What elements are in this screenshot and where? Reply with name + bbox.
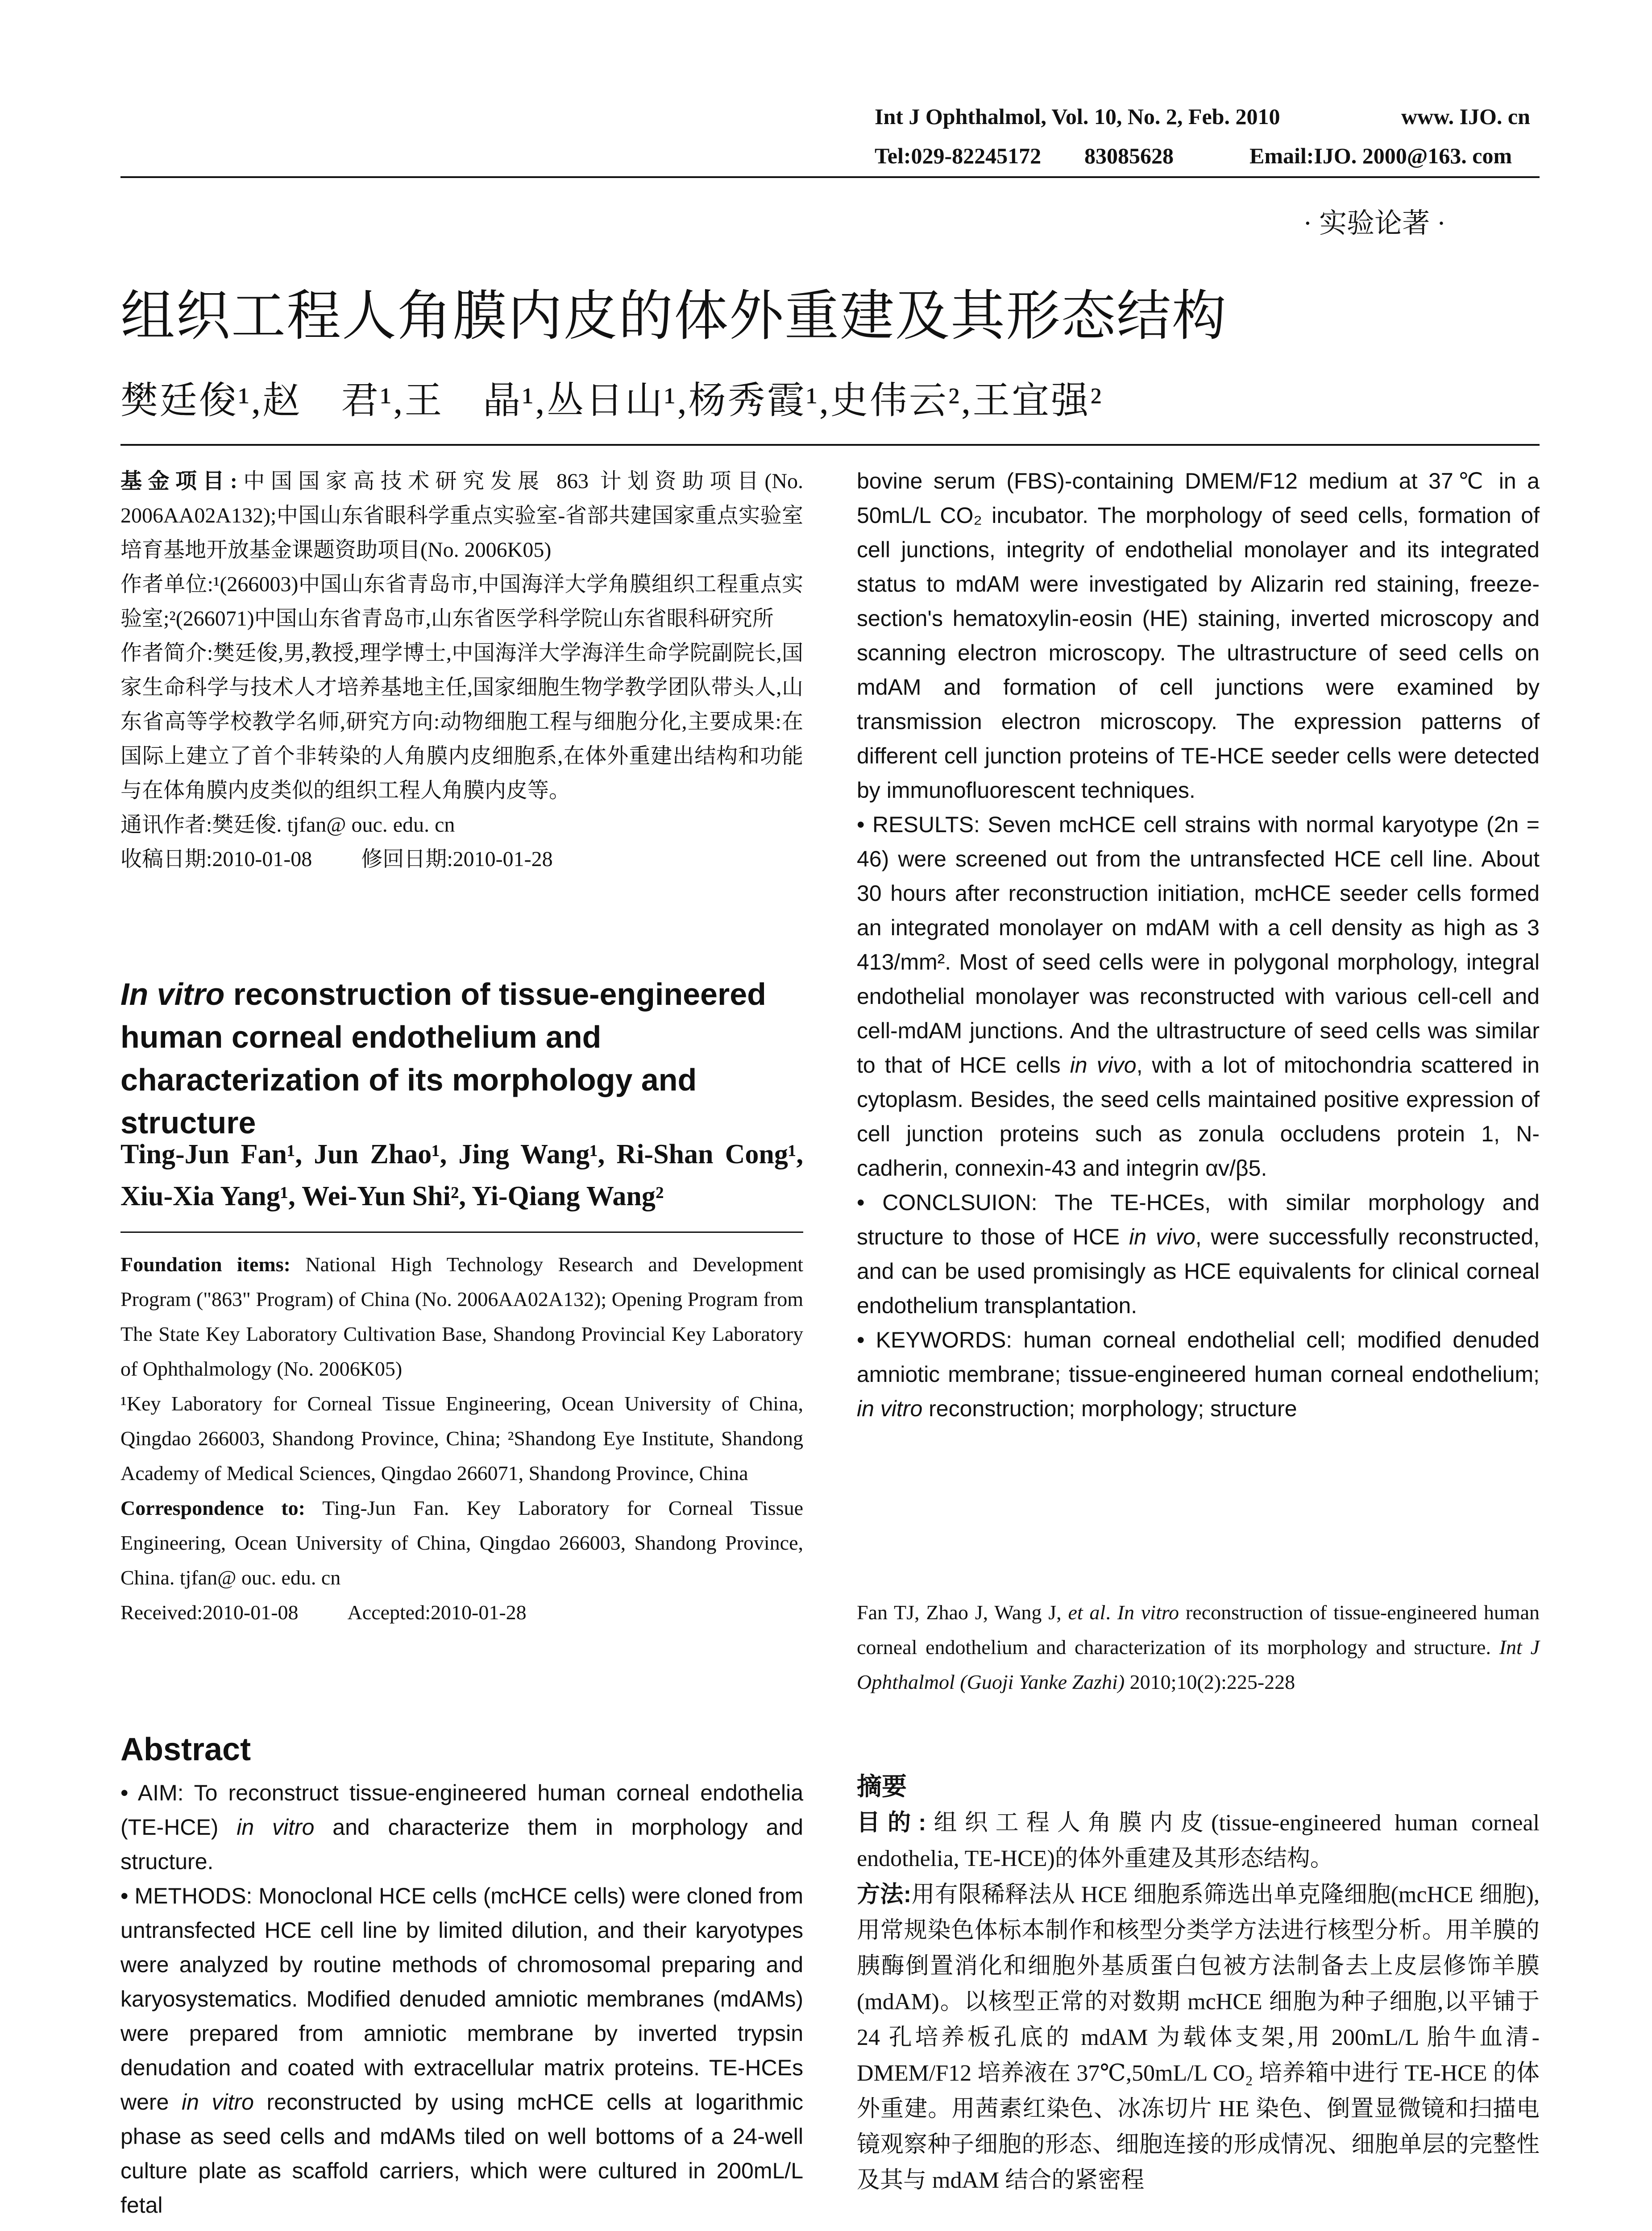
citation-etal: et al	[1068, 1601, 1106, 1624]
methods-label: • METHODS:	[120, 1883, 253, 1908]
zh-methods-label: 方法:	[857, 1882, 912, 1908]
journal-email: Email:IJO. 2000@163. com	[1249, 143, 1512, 168]
zh-abstract-aim	[857, 1805, 1540, 1877]
fund-text: 中国国家高技术研究发展 863 计划资助项目(No. 2006AA02A132);中国山东省眼科学重点实验室-省部共建国家重点实验室培育基地开放基金课题资助项目(No. 2006K05)	[120, 469, 803, 562]
title-english	[120, 973, 803, 1144]
dates-zh	[120, 842, 803, 876]
bio-text: 樊廷俊,男,教授,理学博士,中国海洋大学海洋生命学院副院长,国家生命科学与技术人才培养基地主任,国家细胞生物学教学团队带头人,山东省高等学校教学名师,研究方向:动物细胞工程与细胞分化,主要成果:在国际上建立了首个非转染的人角膜内皮细胞系,在体外重建出结构和功能与在体角膜内皮类似的组织工程人角膜内皮等。	[120, 641, 803, 802]
unit-text: ¹(266003)中国山东省青岛市,中国海洋大学角膜组织工程重点实验室;²(266071)中国山东省青岛市,山东省医学科学院山东省眼科研究所	[120, 572, 803, 630]
journal-website: www. IJO. cn	[1401, 104, 1530, 129]
title-en-italic: In vitro	[120, 977, 225, 1012]
article-info-chinese	[120, 464, 803, 876]
header-rule	[120, 176, 1540, 178]
title-en-text: reconstruction of tissue-engineered human corneal endothelium and characterization of its morphology and structure	[120, 977, 766, 1140]
methods-text-2: reconstructed by using mcHCE cells at logarithmic phase as seed cells and mdAMs tiled on well bottoms of a 24-well culture plate as scaffold carriers, which were cultured in 200mL/L fetal	[120, 2090, 804, 2218]
title-chinese: 组织工程人角膜内皮的体外重建及其形态结构	[120, 286, 1227, 346]
aim-label: • AIM:	[120, 1780, 184, 1805]
abstract-aim	[120, 1776, 803, 1879]
correspondence-paragraph	[120, 1491, 803, 1595]
chinese-abstract-heading: 摘要	[857, 1772, 907, 1800]
citation-volume: 2010;10(2):225-228	[1125, 1671, 1295, 1693]
article-info-english	[120, 1247, 803, 1630]
results-label: • RESULTS:	[857, 812, 980, 837]
foundation-text: National High Technology Research and Development Program ("863" Program) of China (No. 2006AA02A132); Opening Program from The State Key Laboratory Cultivation Base, Shandong Provincial Key Laboratory of Ophthalmology (No. 2006K05)	[120, 1253, 803, 1380]
aim-text-2: and characterize them in morphology and structure.	[120, 1815, 803, 1874]
foundation-label: Foundation items:	[120, 1253, 291, 1276]
zh-abstract-methods	[857, 1877, 1540, 2198]
abstract-keywords	[857, 1323, 1540, 1426]
keywords-italic: in vitro	[857, 1396, 923, 1421]
chinese-abstract	[857, 1805, 1540, 2198]
authors-rule	[120, 444, 1540, 446]
results-italic: in vivo	[1070, 1053, 1137, 1078]
keywords-text-1: human corneal endothelial cell; modified denuded amniotic membrane; tissue-engineered human corneal endothelium;	[857, 1327, 1540, 1387]
foundation-paragraph	[120, 1247, 803, 1386]
journal-tel: Tel:029-82245172	[875, 143, 1042, 168]
corresponding-author-zh: 通讯作者:樊廷俊. tjfan@ ouc. edu. cn	[120, 813, 455, 837]
correspondence-label: Correspondence to:	[120, 1497, 305, 1519]
abstract-heading: Abstract	[120, 1732, 251, 1767]
authors-chinese: 樊廷俊¹,赵 君¹,王 晶¹,丛日山¹,杨秀霞¹,史伟云²,王宜强²	[120, 380, 1104, 422]
conclusion-label: • CONCLSUION:	[857, 1190, 1038, 1215]
methods-text-1: Monoclonal HCE cells (mcHCE cells) were cloned from untransfected HCE cell line by limited dilution, and their karyotypes were analyzed by routine methods of chromosomal preparing and karyosystematics. Modified denuded amniotic membranes (mdAMs) were prepared from amniotic membrane by inverted trypsin denudation and coated with extracellular matrix proteins. TE-HCEs were	[120, 1883, 803, 2115]
unit-label: 作者单位:	[120, 572, 213, 596]
abstract-methods	[120, 1879, 803, 2223]
fund-paragraph	[120, 464, 803, 567]
zh-methods-text: 用有限稀释法从 HCE 细胞系筛选出单克隆细胞(mcHCE 细胞),用常规染色体标本制作和核型分类学方法进行核型分析。用羊膜的胰酶倒置消化和细胞外基质蛋白包被方法制备去上皮层修饰羊膜(mdAM)。以核型正常的对数期 mcHCE 细胞为种子细胞,以平铺于 24 孔培养板孔底的 mdAM 为载体支架,用 200mL/L 胎牛血清-DMEM/F12 培养液在 37℃,50mL/L CO₂ 培养箱中进行 TE-HCE 的体外重建。用茜素红染色、冰冻切片 HE 染色、倒置显微镜和扫描电镜观察种子细胞的形态、细胞连接的形成情况、细胞单层的完整性及其与 mdAM 结合的紧密程	[857, 1882, 1540, 2193]
unit-paragraph	[120, 567, 803, 636]
aim-text-1: To reconstruct tissue-engineered human corneal endothelia (TE-HCE)	[120, 1780, 804, 1840]
bio-paragraph	[120, 636, 803, 808]
section-label: · 实验论著 ·	[1303, 208, 1446, 239]
citation-title: reconstruction of tissue-engineered human corneal endothelium and characterization of its morphology and structure.	[857, 1601, 1540, 1659]
conclusion-italic: in vivo	[1129, 1224, 1195, 1249]
accepted-date-en: Accepted:2010-01-28	[347, 1601, 527, 1624]
received-date-zh: 收稿日期:2010-01-08	[120, 847, 312, 871]
english-info-rule	[120, 1232, 803, 1233]
fund-label: 基金项目:	[120, 469, 237, 493]
citation-block	[857, 1595, 1540, 1700]
results-text-1: Seven mcHCE cell strains with normal karyotype (2n = 46) were screened out from the untransfected HCE cell line. About 30 hours after reconstruction initiation, mcHCE seeder cells formed an integrated monolayer on mdAM with a cell density as high as 3 413/mm². Most of seed cells were in polygonal morphology, integral endothelial monolayer was reconstructed with various cell-cell and cell-mdAM junctions. And the ultrastructure of seed cells was similar to that of HCE cells	[857, 812, 1540, 1078]
correspondence-text: Ting-Jun Fan. Key Laboratory for Corneal Tissue Engineering, Ocean University of China, Qingdao 266003, Shandong Province, China. tjfan@ ouc. edu. cn	[120, 1497, 803, 1589]
dates-en	[120, 1595, 803, 1630]
journal-citation-line: Int J Ophthalmol, Vol. 10, No. 2, Feb. 2010	[875, 104, 1280, 129]
abstract-left-column	[120, 1776, 803, 2223]
abstract-results	[857, 808, 1540, 1186]
bio-label: 作者简介:	[120, 641, 213, 665]
methods-italic: in vitro	[181, 2090, 254, 2115]
authors-english: Ting-Jun Fan¹, Jun Zhao¹, Jing Wang¹, Ri-Shan Cong¹, Xiu-Xia Yang¹, Wei-Yun Shi², Yi-Qiang Wang²	[120, 1139, 803, 1211]
abstract-right-column	[857, 464, 1540, 1426]
keywords-text-2: reconstruction; morphology; structure	[922, 1396, 1297, 1421]
conclusion-text-1: The TE-HCEs, with similar morphology and structure to those of HCE	[857, 1190, 1540, 1249]
zh-aim-text: 组织工程人角膜内皮(tissue-engineered human corneal endothelia, TE-HCE)的体外重建及其形态结构。	[857, 1810, 1540, 1871]
citation-sep: .	[1105, 1601, 1117, 1624]
received-date-en: Received:2010-01-08	[120, 1601, 299, 1624]
citation-authors: Fan TJ, Zhao J, Wang J,	[857, 1601, 1068, 1624]
zh-aim-label: 目的:	[857, 1810, 926, 1836]
revised-date-zh: 修回日期:2010-01-28	[361, 847, 553, 871]
keywords-label: • KEYWORDS:	[857, 1327, 1013, 1352]
abstract-conclusion	[857, 1186, 1540, 1323]
abstract-methods-cont: bovine serum (FBS)-containing DMEM/F12 medium at 37℃ in a 50mL/L CO₂ incubator. The morphology of seed cells, formation of cell junctions, integrity of endothelial monolayer and its integrated status to mdAM were investigated by Alizarin red staining, freeze-section's hematoxylin-eosin (HE) staining, inverted microscopy and scanning electron microscopy. The ultrastructure of seed cells on mdAM and formation of cell junctions were examined by transmission electron microscopy. The expression patterns of different cell junction proteins of TE-HCE seeder cells were detected by immunofluorescent techniques.	[857, 469, 1540, 803]
citation-italic: In vitro	[1117, 1601, 1179, 1624]
results-text-2: , with a lot of mitochondria scattered in cytoplasm. Besides, the seed cells maintained positive expression of cell junction proteins such as zonula occludens protein 1, N-cadherin, connexin-43 and integrin αv/β5.	[857, 1053, 1540, 1181]
aim-italic: in vitro	[237, 1815, 315, 1840]
citation-journal: Int J Ophthalmol (Guoji Yanke Zazhi)	[857, 1636, 1540, 1693]
journal-tel-2: 83085628	[1084, 143, 1174, 168]
affiliation-paragraph: ¹Key Laboratory for Corneal Tissue Engineering, Ocean University of China, Qingdao 266003, Shandong Province, China; ²Shandong Eye Institute, Shandong Academy of Medical Sciences, Qingdao 266071, Shandong Province, China	[120, 1392, 803, 1485]
conclusion-text-2: , were successfully reconstructed, and can be used promisingly as HCE equivalents for clinical corneal endothelium transplantation.	[857, 1224, 1540, 1318]
